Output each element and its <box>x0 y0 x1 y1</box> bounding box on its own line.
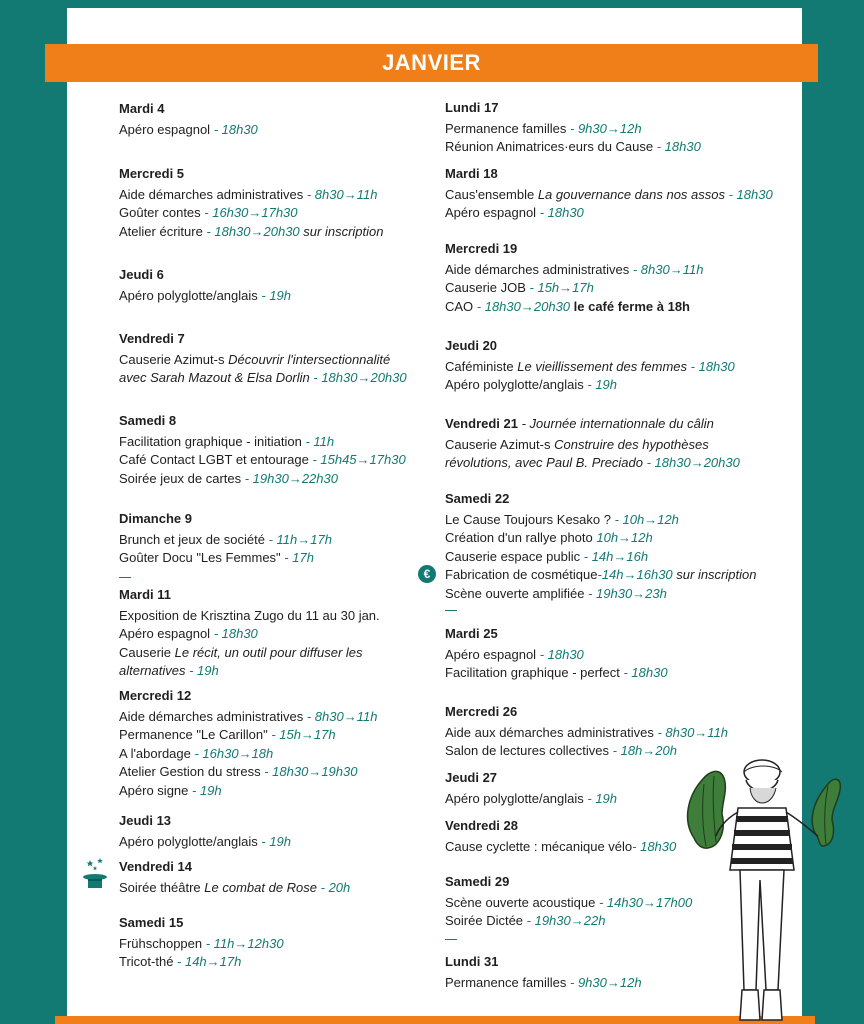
day-samedi-15: Samedi 15 Frühschoppen - 11h→12h30 Tricot-thé - 14h→17h <box>119 914 439 972</box>
event: Caus'ensemble La gouvernance dans nos assos - 18h30 <box>445 186 773 202</box>
event: Aide démarches administratives - 8h30→11h <box>119 708 378 724</box>
event: Apéro polyglotte/anglais - 19h <box>119 287 292 303</box>
event: Goûter Docu "Les Femmes" - 17h <box>119 550 314 565</box>
event: Permanence familles - 9h30→12h <box>445 120 642 136</box>
event: Apéro polyglotte/anglais - 19h <box>445 790 618 806</box>
event: Causerie espace public - 14h→16h <box>445 548 649 564</box>
event: Aide démarches administratives - 8h30→11h <box>445 261 704 277</box>
event: Cause cyclette : mécanique vélo- 18h30 <box>445 838 677 854</box>
day-jeudi-20: Jeudi 20 Caféministe Le vieillissement des femmes - 18h30 Apéro polyglotte/anglais - 19h <box>445 337 785 395</box>
event: Apéro polyglotte/anglais - 19h <box>119 833 292 849</box>
day-mardi-11: Mardi 11 Exposition de Krisztina Zugo du 11 au 30 jan. Apéro espagnol - 18h30 Causerie Le récit, un outil pour diffuser les alternatives - 19h <box>119 586 439 681</box>
separator-dash <box>445 939 457 940</box>
event: A l'abordage - 16h30→18h <box>119 745 274 761</box>
day-vendredi-7: Vendredi 7 Causerie Azimut-s Découvrir l'intersectionnalité avec Sarah Mazout & Elsa Dorlin - 18h30→20h30 <box>119 330 439 388</box>
event: Apéro polyglotte/anglais - 19h <box>445 377 618 392</box>
event: Création d'un rallye photo 10h→12h <box>445 530 653 545</box>
man-with-squash-illustration <box>682 750 842 1022</box>
event: CAO - 18h30→20h30 le café ferme à 18h <box>445 298 690 314</box>
event: Facilitation graphique - initiation - 11h <box>119 433 335 449</box>
event: Apéro espagnol - 18h30 <box>445 646 584 662</box>
event: Causerie JOB - 15h→17h <box>445 280 594 295</box>
month-banner: JANVIER <box>45 44 818 82</box>
event: Tricot-thé - 14h→17h <box>119 954 242 969</box>
event: Apéro espagnol - 18h30 <box>119 121 258 137</box>
event: Causerie Le récit, un outil pour diffuser les <box>119 644 363 660</box>
day-jeudi-13: Jeudi 13 Apéro polyglotte/anglais - 19h <box>119 812 439 851</box>
event: Brunch et jeux de société - 11h→17h <box>119 531 332 547</box>
event: Goûter contes - 16h30→17h30 <box>119 205 298 220</box>
magic-hat-icon <box>82 857 108 891</box>
event: Soirée théâtre Le combat de Rose - 20h <box>119 879 351 895</box>
day-vendredi-28: Vendredi 28 Cause cyclette : mécanique vélo- 18h30 <box>445 817 785 856</box>
event: avec Sarah Mazout & Elsa Dorlin - 18h30→20h30 <box>119 370 407 385</box>
event: Fabrication de cosmétique-14h→16h30 sur inscription <box>445 567 757 582</box>
event: Permanence familles - 9h30→12h <box>445 974 642 990</box>
event: Salon de lectures collectives - 18h→20h <box>445 743 677 758</box>
separator-dash <box>445 610 457 611</box>
day-mercredi-5: Mercredi 5 Aide démarches administratives - 8h30→11h Goûter contes - 16h30→17h30 Atelier écriture - 18h30→20h30 sur inscription <box>119 165 439 241</box>
event: Atelier écriture - 18h30→20h30 sur inscription <box>119 223 384 239</box>
event: révolutions, avec Paul B. Preciado - 18h30→20h30 <box>445 455 740 470</box>
day-jeudi-6: Jeudi 6 Apéro polyglotte/anglais - 19h <box>119 266 439 305</box>
day-samedi-22: Samedi 22 Le Cause Toujours Kesako ? - 10h→12h Création d'un rallye photo 10h→12h Causerie espace public - 14h→16h Fabrication de cosmétique-14h→16h30 sur inscription Scène ouverte amplifiée - 19h30→23h <box>445 490 785 603</box>
event: alternatives - 19h <box>119 663 219 678</box>
day-vendredi-14: Vendredi 14 Soirée théâtre Le combat de Rose - 20h <box>119 858 439 897</box>
day-mardi-25: Mardi 25 Apéro espagnol - 18h30 Facilitation graphique - perfect - 18h30 <box>445 625 785 683</box>
event: Apéro espagnol - 18h30 <box>445 205 584 220</box>
event: Café Contact LGBT et entourage - 15h45→17h30 <box>119 452 406 467</box>
day-vendredi-21: Vendredi 21 - Journée internationnale du câlin Causerie Azimut-s Construire des hypothèses révolutions, avec Paul B. Preciado - 18h30→20h30 <box>445 415 785 473</box>
day-mardi-18: Mardi 18 Caus'ensemble La gouvernance dans nos assos - 18h30 Apéro espagnol - 18h30 <box>445 165 785 223</box>
separator-dash <box>119 577 131 578</box>
day-mercredi-26: Mercredi 26 Aide aux démarches administratives - 8h30→11h Salon de lectures collectives - 18h→20h <box>445 703 785 761</box>
event: Soirée jeux de cartes - 19h30→22h30 <box>119 470 338 486</box>
event: Causerie Azimut-s Construire des hypothèses <box>445 436 709 452</box>
event: Réunion Animatrices·eurs du Cause - 18h30 <box>445 139 701 154</box>
event: Scène ouverte acoustique - 14h30→17h00 <box>445 894 693 910</box>
event: Aide démarches administratives - 8h30→11h <box>119 186 378 202</box>
event: Apéro espagnol - 18h30 <box>119 626 258 641</box>
day-lundi-17: Lundi 17 Permanence familles - 9h30→12h Réunion Animatrices·eurs du Cause - 18h30 <box>445 99 785 157</box>
event: Apéro signe - 19h <box>119 782 222 798</box>
event: Soirée Dictée - 19h30→22h <box>445 913 606 928</box>
euro-icon: € <box>418 565 436 583</box>
event: Facilitation graphique - perfect - 18h30 <box>445 665 668 680</box>
event: Atelier Gestion du stress - 18h30→19h30 <box>119 764 358 779</box>
event: Aide aux démarches administratives - 8h30→11h <box>445 724 729 740</box>
event: Caféministe Le vieillissement des femmes - 18h30 <box>445 358 735 374</box>
event: Causerie Azimut-s Découvrir l'intersectionnalité <box>119 351 391 367</box>
event: Le Cause Toujours Kesako ? - 10h→12h <box>445 511 679 527</box>
day-mardi-4: Mardi 4 Apéro espagnol - 18h30 <box>119 100 439 139</box>
event: Exposition de Krisztina Zugo du 11 au 30 jan. <box>119 607 380 623</box>
event: Permanence "Le Carillon" - 15h→17h <box>119 727 336 742</box>
day-samedi-8: Samedi 8 Facilitation graphique - initiation - 11h Café Contact LGBT et entourage - 15h45→17h30 Soirée jeux de cartes - 19h30→22h30 <box>119 412 439 488</box>
event: Frühschoppen - 11h→12h30 <box>119 935 284 951</box>
day-samedi-29: Samedi 29 Scène ouverte acoustique - 14h30→17h00 Soirée Dictée - 19h30→22h <box>445 873 785 931</box>
event: Scène ouverte amplifiée - 19h30→23h <box>445 585 667 601</box>
day-mercredi-12: Mercredi 12 Aide démarches administratives - 8h30→11h Permanence "Le Carillon" - 15h→17h A l'abordage - 16h30→18h Atelier Gestion du stress - 18h30→19h30 Apéro signe - 19h <box>119 687 439 800</box>
day-lundi-31: Lundi 31 Permanence familles - 9h30→12h <box>445 953 785 992</box>
day-jeudi-27: Jeudi 27 Apéro polyglotte/anglais - 19h <box>445 769 785 808</box>
day-dimanche-9: Dimanche 9 Brunch et jeux de société - 11h→17h Goûter Docu "Les Femmes" - 17h <box>119 510 439 568</box>
day-mercredi-19: Mercredi 19 Aide démarches administratives - 8h30→11h Causerie JOB - 15h→17h CAO - 18h30→20h30 le café ferme à 18h <box>445 240 785 316</box>
